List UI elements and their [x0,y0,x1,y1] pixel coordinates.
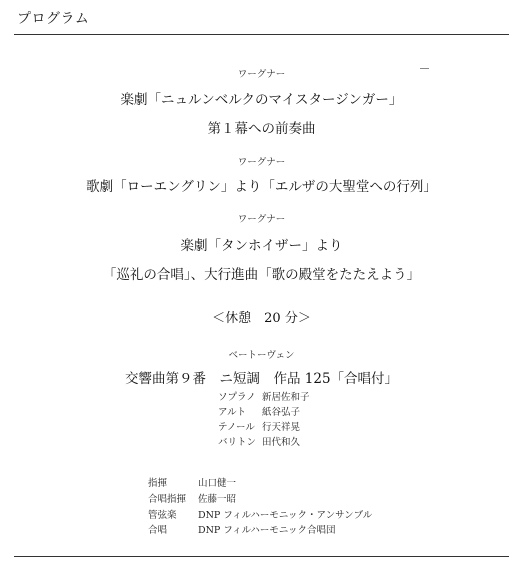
top-divider [14,34,509,35]
soloist-role: テノール [218,422,255,433]
work-title: 楽劇「タンホイザー」より [180,238,343,254]
credit-label: 合唱 [148,525,168,537]
soloist-role: アルト [218,407,247,418]
credits-list [148,476,372,539]
credit-row [148,523,372,539]
soloist-row [218,390,310,405]
soloist-name: 紙谷弘子 [262,407,301,418]
credit-row [148,508,372,524]
work-subtitle: 第１幕への前奏曲 [207,121,316,137]
credit-label: 管弦楽 [148,509,177,521]
credit-name: DNP フィルハーモニック・アンサンブル [198,509,373,521]
soloist-row [218,405,310,420]
credit-row [148,476,372,492]
work-title: 楽劇「ニュルンベルクのマイスタージンガー」 [120,92,403,108]
soloist-name: 新居佐和子 [262,392,310,403]
composer-name: ベートーヴェン [228,350,295,361]
credit-name: DNP フィルハーモニック合唱団 [198,525,336,537]
composer-name: ワーグナー [237,157,286,168]
credit-name: 山口健一 [198,478,237,489]
credit-row [148,492,372,508]
soloist-role: バリトン [218,437,257,448]
soloist-name: 田代和久 [262,437,301,448]
intermission-label: ＜休憩 20 分＞ [212,311,311,326]
bottom-divider [14,556,509,557]
soloist-row [218,435,310,450]
soloist-list [218,390,310,450]
credit-label: 合唱指揮 [148,493,187,505]
soloist-role: ソプラノ [218,392,256,403]
composer-name: ワーグナー [237,69,286,80]
work-title: 歌劇「ローエングリン」より「エルザの大聖堂への行列」 [86,179,437,195]
soloist-name: 行天祥晃 [262,422,301,433]
soloist-row [218,420,310,435]
credit-name: 佐藤一昭 [198,493,237,505]
work-subtitle: 「巡礼の合唱」、大行進曲「歌の殿堂をたたえよう」 [102,267,421,283]
credit-label: 指揮 [148,478,168,489]
page-title: プログラム [17,11,90,27]
work-title: 交響曲第９番 ニ短調 作品 125「合唱付」 [124,371,399,387]
composer-name: ワーグナー [237,214,286,225]
